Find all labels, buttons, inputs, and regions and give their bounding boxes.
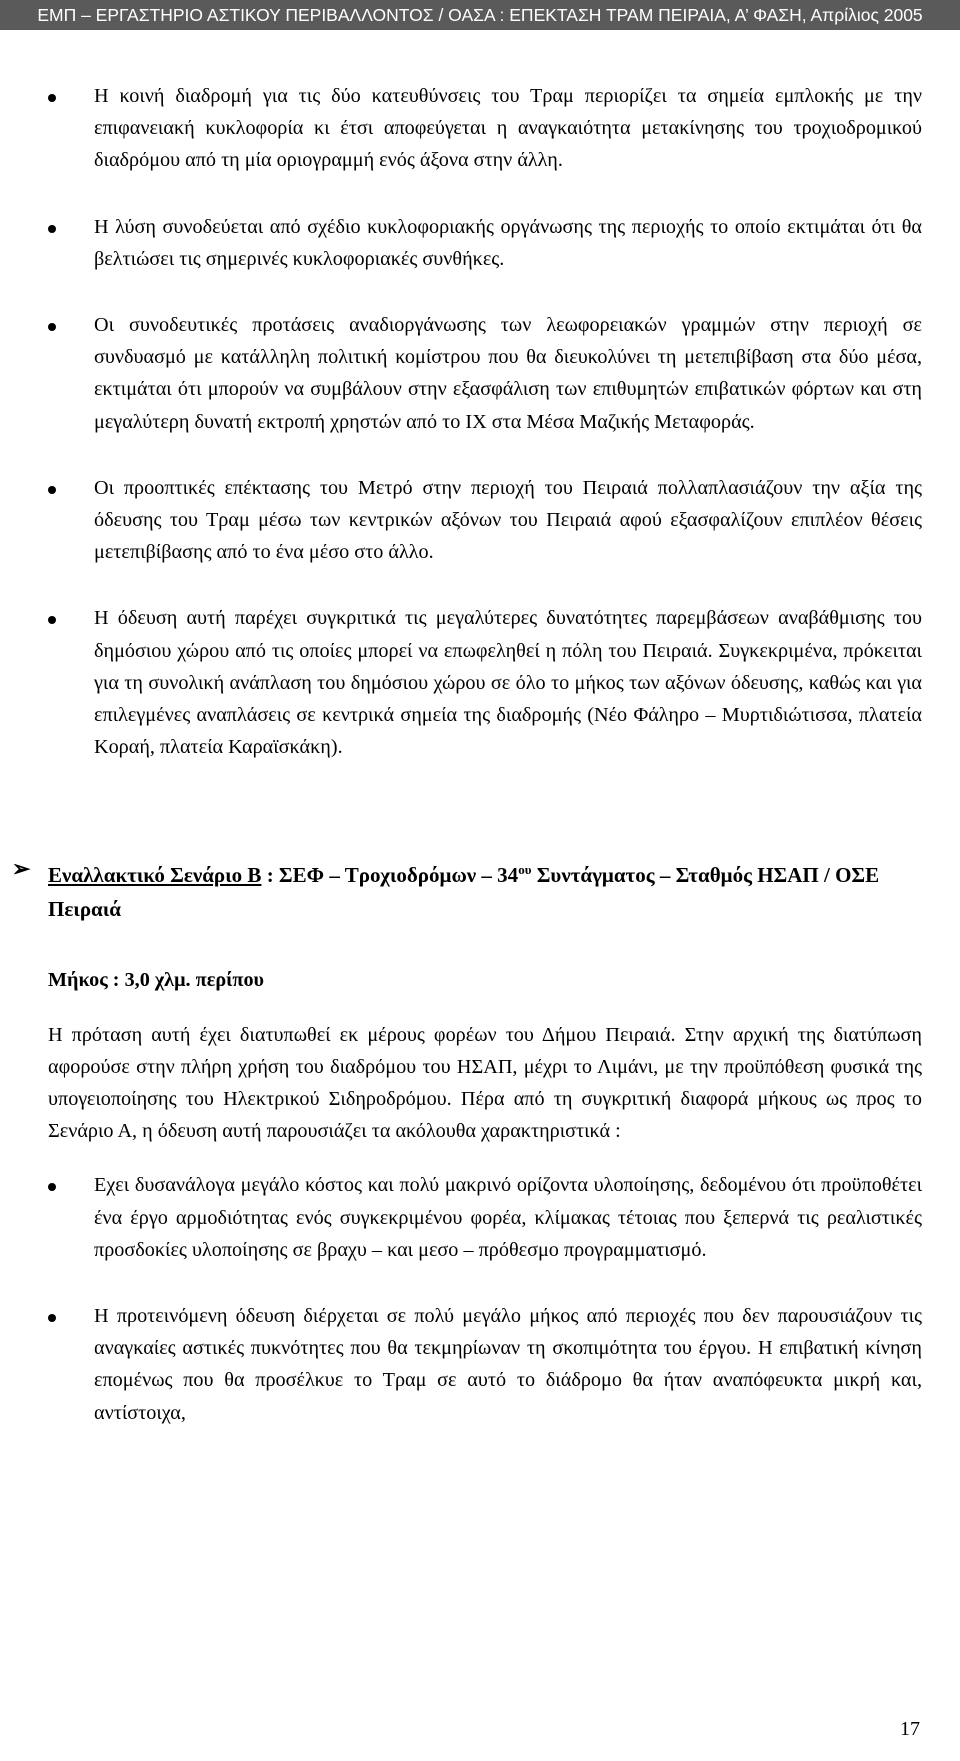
list-item <box>48 472 922 569</box>
list-item <box>48 1169 922 1266</box>
scenario-title-part-a: : ΣΕΦ – Τροχιοδρόμων – 34 <box>261 863 519 888</box>
scenario-title-part-b: Συντάγματος – Σταθμός ΗΣΑΠ / ΟΣΕ Πειραιά <box>48 863 880 922</box>
bullet-text: Η προτεινόμενη όδευση διέρχεται σε πολύ μεγάλο μήκος από περιοχές που δεν παρουσιάζουν τις αναγκαίες αστικές πυκνότητες που θα τεκμηρίωναν τη σκοπιμότητα του έργου. Η επιβατική κίνηση επομένως που θα προσέλκυε το Τραμ σε αυτό το διάδρομο θα ήταν αναπόφευκτα μικρή και, αντίστοιχα, <box>94 1305 922 1424</box>
list-item <box>48 602 922 763</box>
scenario-title <box>48 853 922 926</box>
page-header: ΕΜΠ – ΕΡΓΑΣΤΗΡΙΟ ΑΣΤΙΚΟΥ ΠΕΡΙΒΑΛΛΟΝΤΟΣ / ΟΑΣΑ : ΕΠΕΚΤΑΣΗ ΤΡΑΜ ΠΕΙΡΑΙΑ, Α’ ΦΑΣΗ, Απρίλιος 2005 <box>0 0 960 30</box>
list-item <box>48 1300 922 1429</box>
bullet-icon <box>48 1314 56 1322</box>
list-item <box>48 309 922 438</box>
section-spacer <box>48 797 922 853</box>
bullet-text: Εχει δυσανάλογα μεγάλο κόστος και πολύ μακρινό ορίζοντα υλοποίησης, δεδομένου ότι προϋποθέτει ένα έργο αρμοδιότητας ενός συγκεκριμένου φορέα, κλίμακας τέτοιας που ξεπερνά τις ρεαλιστικές προσδοκίες υλοποίησης σε βραχυ – και μεσο – πρόθεσμο προγραμματισμό. <box>94 1174 922 1261</box>
bullet-icon <box>48 616 56 624</box>
page-number: 17 <box>900 1718 920 1740</box>
route-length: Μήκος : 3,0 χλμ. περίπου <box>48 969 265 992</box>
scenario-title-underlined: Εναλλακτικό Σενάριο Β <box>48 863 262 888</box>
bullet-text: Η λύση συνοδεύεται από σχέδιο κυκλοφοριακής οργάνωσης της περιοχής το οποίο εκτιμάται ότι θα βελτιώσει τις σημερινές κυκλοφοριακές συνθήκες. <box>94 215 922 270</box>
bullet-icon <box>48 94 56 102</box>
bullet-text: Οι προοπτικές επέκτασης του Μετρό στην περιοχή του Πειραιά πολλαπλασιάζουν την αξία της όδευσης του Τραμ μέσω των κεντρικών αξόνων του Πειραιά αφού εξασφαλίζουν επιπλέον θέσεις μετεπιβίβασης από το ένα μέσο στο άλλο. <box>94 476 922 564</box>
scenario-title-superscript: ου <box>518 862 532 878</box>
intro-paragraph: Η πρόταση αυτή έχει διατυπωθεί εκ μέρους φορέων του Δήμου Πειραιά. Στην αρχική της διατύπωση αφορούσε στην πλήρη χρήση του διαδρόμου του ΗΣΑΠ, μέχρι το Λιμάνι, με την προϋπόθεση φυσικά της υπογειοποίησης του Ηλεκτρικού Σιδηροδρόμου. Πέρα από τη συγκριτική διαφορά μήκους ως προς το Σενάριο Α, η όδευση αυτή παρουσιάζει τα ακόλουθα χαρακτηριστικά : <box>48 1023 922 1143</box>
bullet-text: Οι συνοδευτικές προτάσεις αναδιοργάνωσης των λεωφορειακών γραμμών στην περιοχή σε συνδυασμό με κατάλληλη πολιτική κομίστρου που θα διευκολύνει τη μετεπιβίβαση στα δύο μέσα, εκτιμάται ότι μπορούν να συμβάλουν στην εξασφάλιση των επιθυμητών επιβατικών φόρτων και στη μεγαλύτερη δυνατή εκτροπή χρηστών από το ΙΧ στα Μέσα Μαζικής Μεταφοράς. <box>94 314 922 433</box>
arrow-bullet-icon: ➢ <box>12 856 31 882</box>
document-body <box>12 80 922 1463</box>
list-item <box>48 80 922 177</box>
bullet-icon <box>48 323 56 331</box>
list-item <box>48 211 922 275</box>
bullet-list-bottom <box>48 1169 922 1428</box>
scenario-heading <box>12 853 922 926</box>
bullet-icon <box>48 486 56 494</box>
bullet-text: Η όδευση αυτή παρέχει συγκριτικά τις μεγαλύτερες δυνατότητες παρεμβάσεων αναβάθμισης του δημόσιου χώρου από τις οποίες μπορεί να επωφεληθεί η πόλη του Πειραιά. Συγκεκριμένα, πρόκειται για τη συνολική ανάπλαση του δημόσιου χώρου σε όλο το μήκος των αξόνων όδευσης, καθώς και για επιλεγμένες αναπλάσεις σε κεντρικά σημεία της διαδρομής (Νέο Φάληρο – Μυρτιδιώτισσα, πλατεία Κοραή, πλατεία Καραϊσκάκη). <box>94 607 922 759</box>
bullet-icon <box>48 225 56 233</box>
bullet-list-top <box>48 80 922 763</box>
bullet-text: Η κοινή διαδρομή για τις δύο κατευθύνσεις του Τραμ περιορίζει τα σημεία εμπλοκής με την επιφανειακή κυκλοφορία κι έτσι αποφεύγεται η αναγκαιότητα μετακίνησης του τροχιοδρομικού διαδρόμου από τη μία οριογραμμή ενός άξονα στην άλλη. <box>94 85 922 172</box>
bullet-icon <box>48 1183 56 1191</box>
